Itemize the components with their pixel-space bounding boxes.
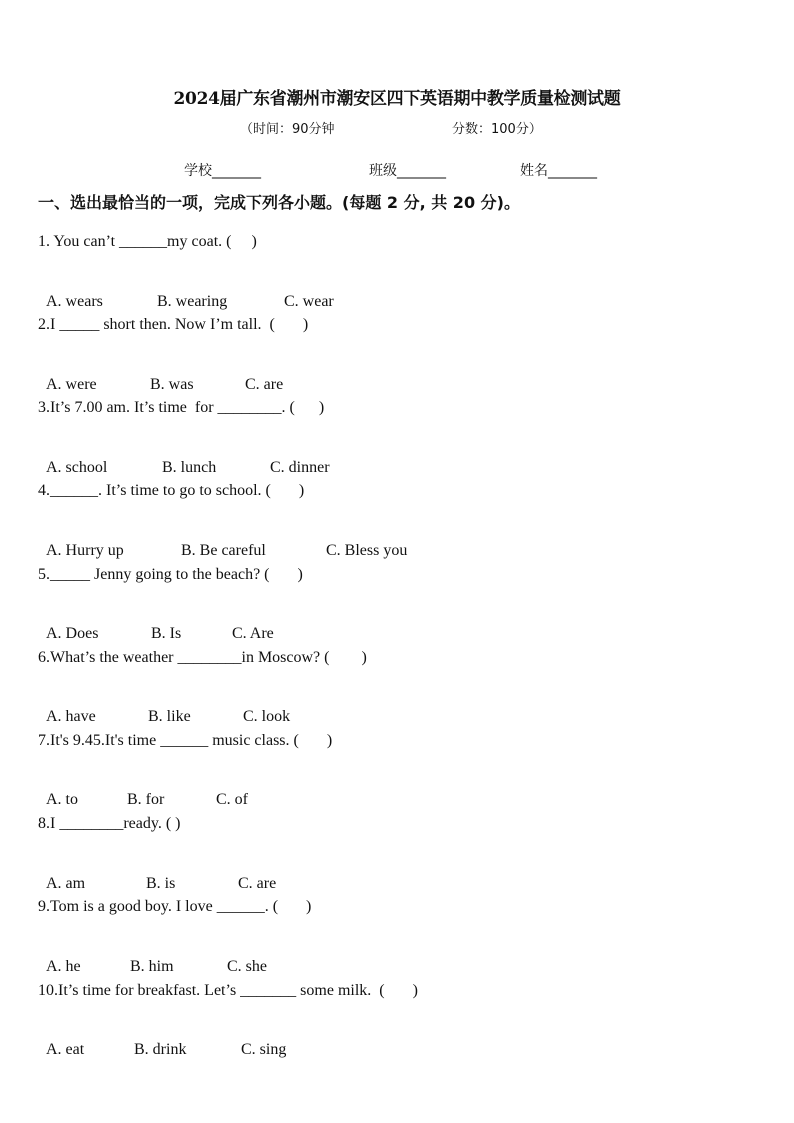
question-6: 6.What’s the weather ________in Moscow? ( ) <box>38 649 367 666</box>
option: A. Hurry up <box>46 542 124 559</box>
school-field: 学校_______ <box>184 163 261 179</box>
options-1 <box>38 275 334 311</box>
option: A. am <box>46 875 86 892</box>
option: C. of <box>216 791 248 808</box>
question-2: 2.I _____ short then. Now I’m tall. ( ) <box>38 316 309 333</box>
exam-score: 分数：100分） <box>452 122 542 137</box>
option: C. she <box>227 958 267 975</box>
option: C. Bless you <box>326 542 408 559</box>
option: B. for <box>127 791 165 808</box>
option: C. look <box>243 708 291 725</box>
option: A. Does <box>46 625 99 642</box>
option: A. wears <box>46 293 103 310</box>
options-10 <box>38 1023 286 1059</box>
option: A. school <box>46 459 108 476</box>
option: A. have <box>46 708 96 725</box>
name-field: 姓名_______ <box>520 163 597 179</box>
question-5: 5._____ Jenny going to the beach? ( ) <box>38 566 303 583</box>
options-9 <box>38 940 267 976</box>
options-8 <box>38 857 276 893</box>
option: B. Is <box>151 625 182 642</box>
question-3: 3.It’s 7.00 am. It’s time for ________. ( ) <box>38 399 325 416</box>
question-7: 7.It's 9.45.It's time ______ music class. ( ) <box>38 732 333 749</box>
option: B. him <box>130 958 174 975</box>
option: B. lunch <box>162 459 217 476</box>
options-7 <box>38 773 248 809</box>
options-3 <box>38 441 330 477</box>
question-1: 1. You can’t ______my coat. ( ) <box>38 233 257 250</box>
options-6 <box>38 690 290 726</box>
question-9: 9.Tom is a good boy. I love ______. ( ) <box>38 898 312 915</box>
question-4: 4.______. It’s time to go to school. ( ) <box>38 482 305 499</box>
exam-time: （时间：90分钟 <box>240 122 335 137</box>
option: A. eat <box>46 1041 85 1058</box>
exam-title: 2024届广东省潮州市潮安区四下英语期中教学质量检测试题 <box>173 89 621 109</box>
option: B. was <box>150 376 194 393</box>
option: C. are <box>238 875 277 892</box>
question-8: 8.I ________ready. ( ) <box>38 815 181 832</box>
option: B. like <box>148 708 191 725</box>
option: C. dinner <box>270 459 330 476</box>
option: A. to <box>46 791 78 808</box>
option: A. were <box>46 376 97 393</box>
option: C. Are <box>232 625 274 642</box>
option: B. is <box>146 875 176 892</box>
option: B. drink <box>134 1041 187 1058</box>
options-5 <box>38 607 274 643</box>
option: B. Be careful <box>181 542 266 559</box>
class-field: 班级_______ <box>369 163 446 179</box>
option: C. are <box>245 376 284 393</box>
options-2 <box>38 358 283 394</box>
option: B. wearing <box>157 293 228 310</box>
options-4 <box>38 524 407 560</box>
option: A. he <box>46 958 81 975</box>
option: C. sing <box>241 1041 287 1058</box>
option: C. wear <box>284 293 334 310</box>
section-title: 一、选出最恰当的一项，完成下列各小题。(每题 2 分, 共 20 分)。 <box>38 193 520 212</box>
question-10: 10.It’s time for breakfast. Let’s _______ some milk. ( ) <box>38 982 418 999</box>
